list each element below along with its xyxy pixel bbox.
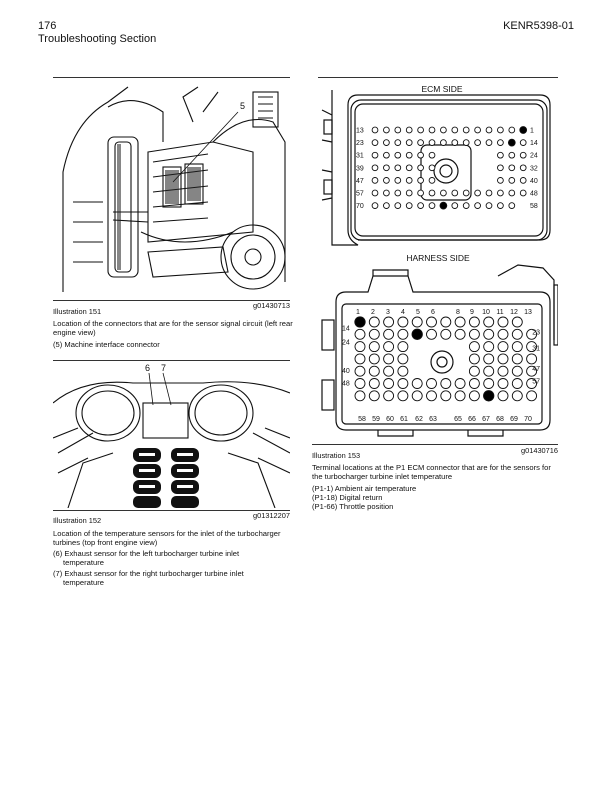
ecm-left-pin-label: 13 bbox=[356, 127, 364, 135]
harness-right-pin-label: 23 bbox=[532, 329, 540, 337]
harness-pin bbox=[384, 366, 394, 376]
ecm-pin bbox=[406, 152, 412, 158]
rule-153-top bbox=[318, 77, 558, 78]
rule-152-top bbox=[53, 360, 290, 361]
ecm-pin bbox=[372, 203, 378, 209]
harness-pin bbox=[527, 391, 537, 401]
ecm-pin bbox=[395, 140, 401, 146]
ecm-pin bbox=[509, 203, 515, 209]
callout-7: 7 bbox=[161, 363, 167, 373]
harness-pin bbox=[398, 342, 408, 352]
harness-top-pin-label: 13 bbox=[524, 309, 532, 316]
ecm-pin bbox=[486, 203, 492, 209]
illustration-153-label: Illustration 153 bbox=[312, 451, 361, 460]
harness-left-pin-label: 40 bbox=[342, 368, 350, 376]
ecm-pin bbox=[372, 152, 378, 158]
harness-bottom-pin-label: 59 bbox=[372, 416, 380, 423]
ecm-pin bbox=[406, 178, 412, 184]
harness-pin bbox=[427, 379, 437, 389]
ecm-pin bbox=[418, 203, 424, 209]
harness-pin bbox=[469, 317, 479, 327]
harness-bottom-pin-label: 63 bbox=[429, 416, 437, 423]
harness-bottom-pin-label: 69 bbox=[510, 416, 518, 423]
ecm-pin bbox=[429, 140, 435, 146]
ecm-left-pin-label: 47 bbox=[356, 177, 364, 185]
harness-bottom-pin-label: 61 bbox=[400, 416, 408, 423]
ecm-right-pin-label: 1 bbox=[530, 127, 534, 135]
ecm-pin bbox=[498, 178, 504, 184]
ecm-pin bbox=[384, 165, 390, 171]
ecm-pin bbox=[406, 140, 412, 146]
ecm-pin bbox=[372, 140, 378, 146]
ecm-right-pin-label: 24 bbox=[530, 152, 538, 160]
harness-pin bbox=[398, 391, 408, 401]
ecm-pin bbox=[372, 178, 378, 184]
harness-pin bbox=[427, 329, 437, 339]
ecm-pin bbox=[418, 165, 424, 171]
ecm-pin bbox=[441, 140, 447, 146]
ecm-pin bbox=[509, 178, 515, 184]
harness-top-pin-label: 5 bbox=[416, 309, 420, 316]
ecm-pin bbox=[395, 152, 401, 158]
ecm-pin bbox=[384, 203, 390, 209]
harness-pin bbox=[355, 391, 365, 401]
harness-pin bbox=[384, 354, 394, 364]
illustration-153-item-p1-66: (P1-66) Throttle position bbox=[312, 502, 394, 511]
harness-pin bbox=[512, 329, 522, 339]
ecm-pin bbox=[475, 127, 481, 133]
ecm-pin bbox=[418, 140, 424, 146]
harness-bottom-pin-label: 66 bbox=[468, 416, 476, 423]
harness-pin bbox=[398, 366, 408, 376]
ecm-pin bbox=[384, 127, 390, 133]
harness-pin bbox=[484, 342, 494, 352]
harness-pin bbox=[469, 366, 479, 376]
ecm-pin bbox=[475, 140, 481, 146]
ecm-pin bbox=[452, 190, 458, 196]
harness-pin bbox=[355, 342, 365, 352]
illustration-152-label: Illustration 152 bbox=[53, 516, 102, 525]
ecm-pin bbox=[441, 127, 447, 133]
ecm-pin bbox=[463, 140, 469, 146]
ecm-pin bbox=[384, 140, 390, 146]
ecm-pin bbox=[498, 165, 504, 171]
harness-pin bbox=[369, 342, 379, 352]
harness-pin bbox=[469, 354, 479, 364]
harness-pin bbox=[455, 379, 465, 389]
harness-top-pin-label: 1 bbox=[356, 309, 360, 316]
ecm-pin bbox=[508, 139, 515, 146]
illustration-151-label: Illustration 151 bbox=[53, 307, 102, 316]
harness-pin bbox=[512, 317, 522, 327]
harness-pin bbox=[484, 317, 494, 327]
ecm-pin bbox=[406, 190, 412, 196]
harness-pin bbox=[512, 354, 522, 364]
ecm-right-pin-label: 40 bbox=[530, 177, 538, 185]
ecm-pin-grid bbox=[372, 127, 526, 209]
harness-right-pin-label: 31 bbox=[532, 345, 540, 353]
harness-pin bbox=[398, 354, 408, 364]
ecm-pin bbox=[486, 140, 492, 146]
ecm-pin bbox=[418, 178, 424, 184]
connector-diagram bbox=[318, 80, 558, 440]
ecm-pin bbox=[509, 127, 515, 133]
harness-pin bbox=[512, 391, 522, 401]
harness-pin bbox=[412, 317, 422, 327]
ecm-pin bbox=[475, 190, 481, 196]
harness-left-pin-label: 24 bbox=[342, 339, 350, 347]
illustration-152-item-6: (6) Exhaust sensor for the left turbocharger turbine inlet temperature bbox=[53, 549, 240, 567]
harness-side-title: HARNESS SIDE bbox=[406, 253, 470, 263]
harness-pin bbox=[441, 379, 451, 389]
harness-pin bbox=[441, 329, 451, 339]
harness-top-pin-label: 2 bbox=[371, 309, 375, 316]
harness-top-pin-label: 4 bbox=[401, 309, 405, 316]
ecm-left-pin-label: 57 bbox=[356, 190, 364, 198]
harness-pin bbox=[369, 317, 379, 327]
ecm-pin bbox=[498, 140, 504, 146]
ecm-pin bbox=[384, 152, 390, 158]
ecm-pin bbox=[440, 202, 447, 209]
harness-bottom-pin-label: 60 bbox=[386, 416, 394, 423]
ecm-pin bbox=[520, 165, 526, 171]
ecm-pin bbox=[372, 190, 378, 196]
ecm-pin bbox=[372, 127, 378, 133]
harness-pin bbox=[527, 354, 537, 364]
harness-pin bbox=[398, 317, 408, 327]
ecm-pin bbox=[520, 152, 526, 158]
harness-pin bbox=[369, 329, 379, 339]
harness-bottom-pin-label: 70 bbox=[524, 416, 532, 423]
ecm-right-pin-label: 14 bbox=[530, 140, 538, 148]
illustration-151-item: (5) Machine interface connector bbox=[53, 340, 160, 349]
harness-pin bbox=[427, 391, 437, 401]
harness-left-pin-label: 48 bbox=[342, 380, 350, 388]
ecm-pin bbox=[441, 190, 447, 196]
ecm-pin bbox=[452, 203, 458, 209]
harness-pin bbox=[455, 329, 465, 339]
illustration-153-image bbox=[318, 80, 558, 440]
harness-pin bbox=[498, 317, 508, 327]
ecm-pin bbox=[498, 190, 504, 196]
ecm-pin bbox=[429, 203, 435, 209]
callout-6: 6 bbox=[145, 363, 151, 373]
ecm-pin bbox=[463, 203, 469, 209]
harness-bottom-pin-label: 65 bbox=[454, 416, 462, 423]
harness-pin bbox=[369, 391, 379, 401]
harness-pin bbox=[369, 379, 379, 389]
harness-top-pin-label: 12 bbox=[510, 309, 518, 316]
harness-pin bbox=[398, 329, 408, 339]
harness-pin bbox=[412, 391, 422, 401]
ecm-left-pin-label: 31 bbox=[356, 152, 364, 160]
illustration-153-caption: Terminal locations at the P1 ECM connector that are for the sensors for the turbocharger turbine inlet temperature bbox=[312, 463, 551, 481]
harness-pin bbox=[512, 366, 522, 376]
section-title: Troubleshooting Section bbox=[38, 33, 157, 45]
harness-pin bbox=[384, 329, 394, 339]
harness-pin bbox=[469, 342, 479, 352]
harness-pin bbox=[441, 391, 451, 401]
ecm-pin bbox=[520, 127, 527, 134]
harness-pin bbox=[498, 379, 508, 389]
ecm-pin bbox=[520, 190, 526, 196]
ecm-left-pin-label: 70 bbox=[356, 203, 364, 211]
illustration-152-item-7: (7) Exhaust sensor for the right turbocharger turbine inlet temperature bbox=[53, 569, 244, 587]
illustration-152-image bbox=[53, 363, 290, 508]
ecm-pin bbox=[429, 152, 435, 158]
callout-5: 5 bbox=[240, 101, 246, 111]
harness-pin bbox=[498, 366, 508, 376]
ecm-right-pin-label: 48 bbox=[530, 190, 538, 198]
ecm-pin bbox=[406, 203, 412, 209]
harness-pin bbox=[369, 366, 379, 376]
harness-top-pin-label: 9 bbox=[470, 309, 474, 316]
harness-top-pin-label: 6 bbox=[431, 309, 435, 316]
harness-top-pin-label: 10 bbox=[482, 309, 490, 316]
ecm-pin bbox=[384, 190, 390, 196]
harness-right-pin-label: 47 bbox=[532, 366, 540, 374]
ecm-pin bbox=[384, 178, 390, 184]
harness-pin bbox=[484, 366, 494, 376]
harness-top-pin-label: 8 bbox=[456, 309, 460, 316]
ecm-pin bbox=[429, 127, 435, 133]
harness-pin bbox=[498, 342, 508, 352]
ecm-right-pin-label: 58 bbox=[530, 203, 538, 211]
ecm-pin bbox=[463, 127, 469, 133]
harness-pin bbox=[355, 317, 365, 327]
ecm-pin bbox=[509, 190, 515, 196]
ecm-pin bbox=[395, 178, 401, 184]
ecm-pin bbox=[418, 127, 424, 133]
illustration-151-image bbox=[53, 82, 290, 297]
harness-pin bbox=[369, 354, 379, 364]
ecm-pin bbox=[520, 140, 526, 146]
ecm-right-pin-label: 32 bbox=[530, 165, 538, 173]
ecm-pin bbox=[498, 152, 504, 158]
harness-pin bbox=[512, 342, 522, 352]
ecm-pin bbox=[498, 203, 504, 209]
illustration-151-code: g01430713 bbox=[253, 301, 290, 310]
harness-top-pin-label: 3 bbox=[386, 309, 390, 316]
ecm-pin bbox=[418, 190, 424, 196]
illustration-153-item-p1-18: (P1-18) Digital return bbox=[312, 493, 383, 502]
harness-pin bbox=[498, 391, 508, 401]
ecm-pin bbox=[452, 127, 458, 133]
harness-left-pin-label: 14 bbox=[342, 325, 350, 333]
harness-pin bbox=[484, 391, 494, 401]
harness-pin bbox=[469, 391, 479, 401]
ecm-pin bbox=[429, 190, 435, 196]
harness-pin bbox=[427, 317, 437, 327]
harness-right-pin-label: 57 bbox=[532, 378, 540, 386]
harness-bottom-pin-label: 67 bbox=[482, 416, 490, 423]
harness-pin bbox=[455, 391, 465, 401]
ecm-pin bbox=[475, 203, 481, 209]
ecm-pin bbox=[509, 165, 515, 171]
harness-bottom-pin-label: 68 bbox=[496, 416, 504, 423]
page-number: 176 bbox=[38, 20, 57, 32]
harness-pin bbox=[441, 317, 451, 327]
ecm-left-pin-label: 39 bbox=[356, 165, 364, 173]
harness-pin bbox=[484, 354, 494, 364]
harness-bottom-pin-label: 58 bbox=[358, 416, 366, 423]
ecm-pin bbox=[452, 140, 458, 146]
ecm-pin bbox=[395, 165, 401, 171]
ecm-pin bbox=[406, 127, 412, 133]
ecm-pin bbox=[395, 127, 401, 133]
harness-pin bbox=[355, 329, 365, 339]
harness-pin bbox=[384, 391, 394, 401]
harness-pin bbox=[412, 379, 422, 389]
harness-pin bbox=[484, 329, 494, 339]
harness-pin bbox=[412, 329, 422, 339]
harness-pin bbox=[384, 379, 394, 389]
ecm-pin bbox=[463, 190, 469, 196]
harness-top-pin-label: 11 bbox=[496, 309, 504, 316]
harness-pin bbox=[498, 329, 508, 339]
illustration-152-code: g01312207 bbox=[253, 511, 290, 520]
ecm-left-pin-label: 23 bbox=[356, 140, 364, 148]
harness-pin bbox=[355, 379, 365, 389]
harness-pin bbox=[398, 379, 408, 389]
harness-pin bbox=[455, 317, 465, 327]
rule-151-top bbox=[53, 77, 290, 78]
ecm-pin bbox=[509, 152, 515, 158]
ecm-pin bbox=[395, 190, 401, 196]
ecm-side-title: ECM SIDE bbox=[421, 84, 463, 94]
harness-pin bbox=[355, 366, 365, 376]
harness-pin bbox=[484, 379, 494, 389]
ecm-pin bbox=[498, 127, 504, 133]
illustration-152-caption: Location of the temperature sensors for the inlet of the turbocharger turbines (top front engine view) bbox=[53, 529, 281, 547]
harness-pin bbox=[469, 379, 479, 389]
harness-pin bbox=[512, 379, 522, 389]
harness-pin bbox=[498, 354, 508, 364]
ecm-pin bbox=[406, 165, 412, 171]
harness-pin bbox=[469, 329, 479, 339]
illustration-153-item-p1-1: (P1-1) Ambient air temperature bbox=[312, 484, 417, 493]
ecm-pin bbox=[486, 190, 492, 196]
illustration-151-caption: Location of the connectors that are for the sensor signal circuit (left rear engine view) bbox=[53, 319, 293, 337]
rule-153-caption bbox=[312, 444, 558, 445]
ecm-pin bbox=[372, 165, 378, 171]
ecm-pin bbox=[418, 152, 424, 158]
illustration-153-code: g01430716 bbox=[521, 446, 558, 455]
harness-pin bbox=[384, 342, 394, 352]
harness-bottom-pin-label: 62 bbox=[415, 416, 423, 423]
harness-pin bbox=[384, 317, 394, 327]
document-code: KENR5398-01 bbox=[503, 20, 574, 32]
ecm-pin bbox=[429, 165, 435, 171]
ecm-pin bbox=[486, 127, 492, 133]
harness-pin bbox=[355, 354, 365, 364]
ecm-pin bbox=[429, 178, 435, 184]
ecm-pin bbox=[520, 178, 526, 184]
ecm-pin bbox=[395, 203, 401, 209]
